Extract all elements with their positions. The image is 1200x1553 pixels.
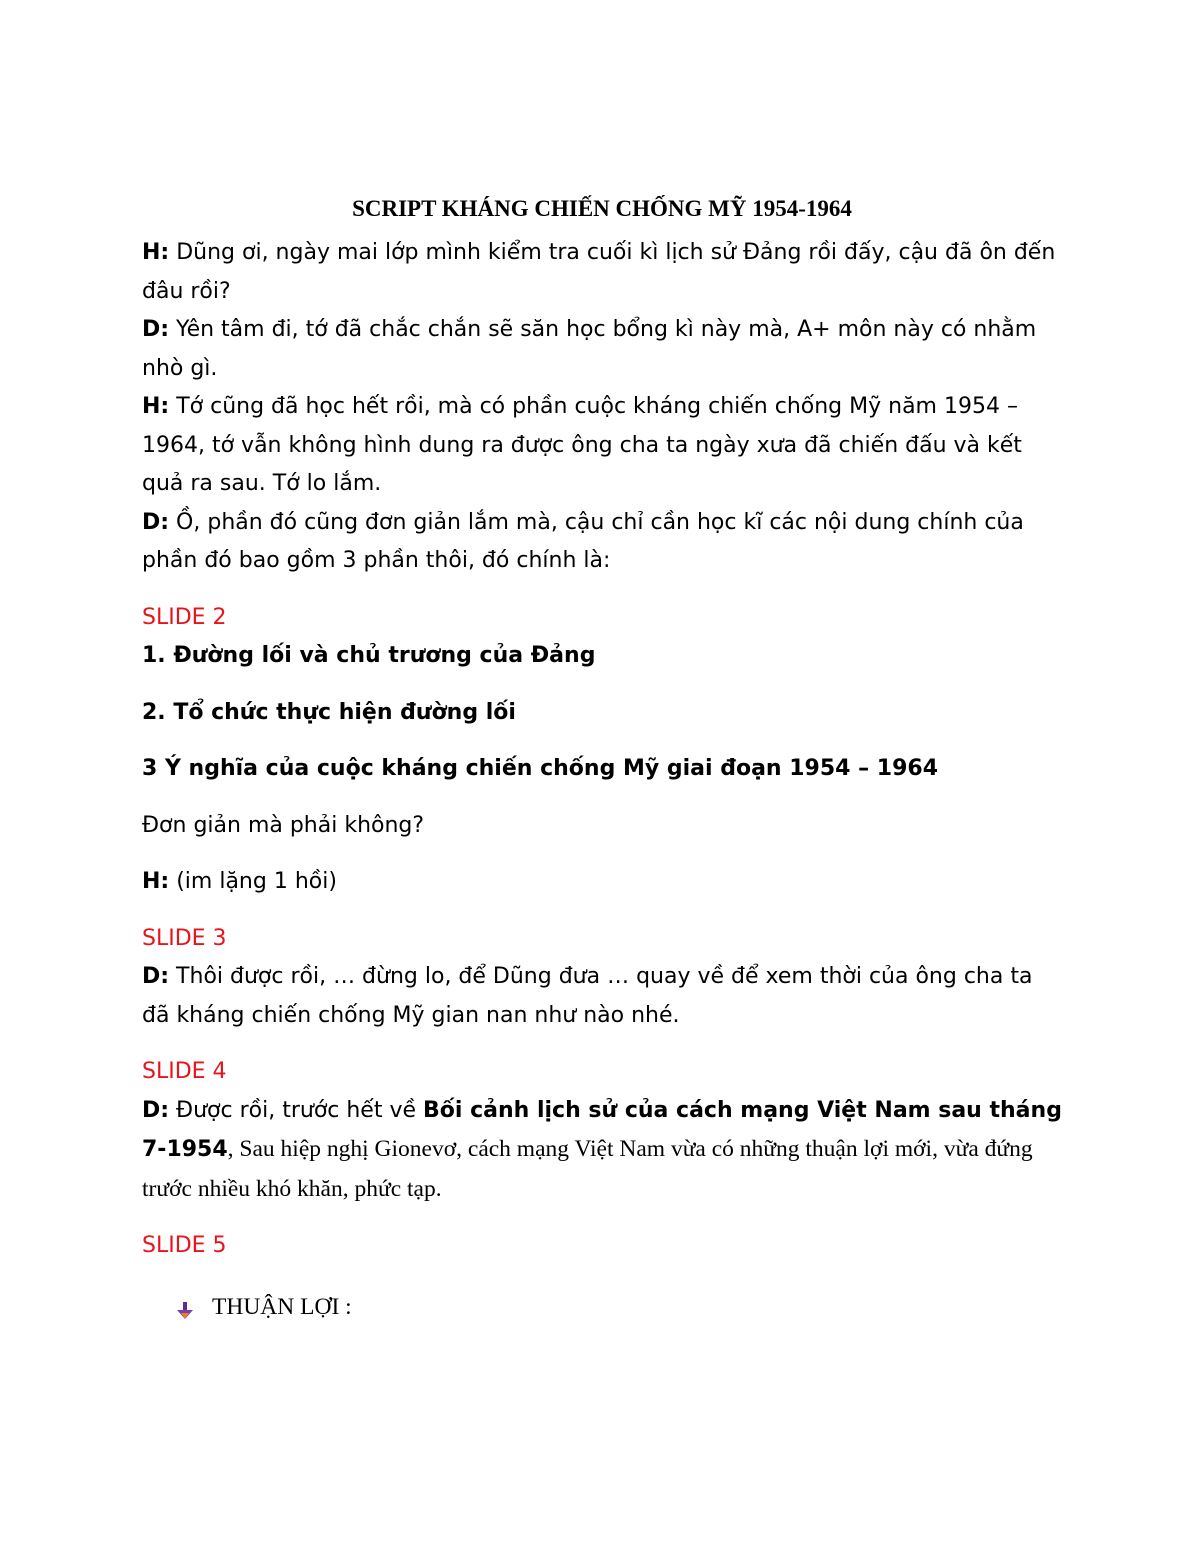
context-heading: Bối cảnh lịch sử của cách mạng Việt Nam sau tháng 7-1954: [142, 1097, 1062, 1162]
speaker-label: D:: [142, 964, 170, 989]
dialogue-text: Dũng ơi, ngày mai lớp mình kiểm tra cuối kì lịch sử Đảng rồi đấy, cậu đã ôn đến đâu rồi?: [142, 240, 1056, 304]
dialogue-text: Yên tâm đi, tớ đã chắc chắn sẽ săn học bổng kì này mà, A+ môn này có nhằm nhò gì.: [142, 317, 1037, 381]
dialogue-d-4: [142, 1092, 1062, 1210]
dialogue-d-2: [142, 504, 1062, 581]
speaker-label: D:: [142, 509, 170, 535]
dialogue-text: Ồ, phần đó cũng đơn giản lắm mà, cậu chỉ cần học kĩ các nội dung chính của phần đó bao gồm 3 phần thôi, đó chính là:: [142, 509, 1024, 573]
slide-3-label: SLIDE 3: [142, 925, 227, 951]
slide-4-label: SLIDE 4: [142, 1059, 227, 1084]
speaker-label: H:: [142, 240, 170, 265]
dialogue-text: Tớ cũng đã học hết rồi, mà có phần cuộc kháng chiến chống Mỹ năm 1954 – 1964, tớ vẫn không hình dung ra được ông cha ta ngày xưa đã chiến đấu và kết quả ra sau. Tớ lo lắm.: [142, 394, 1022, 496]
dialogue-h-3: [142, 863, 1062, 902]
slide-5-label: SLIDE 5: [142, 1233, 227, 1258]
simple-question: Đơn giản mà phải không?: [142, 812, 425, 838]
slide-2-label: SLIDE 2: [142, 604, 227, 630]
dialogue-text: Thôi được rồi, … đừng lo, để Dũng đưa … quay về để xem thời của ông cha ta đã kháng chiến chống Mỹ gian nan như nào nhé.: [142, 964, 1033, 1028]
document-title: SCRIPT KHÁNG CHIẾN CHỐNG MỸ 1954-1964: [352, 196, 852, 221]
dialogue-text: Được rồi, trước hết về: [169, 1097, 424, 1123]
dialogue-h-1: [142, 234, 1062, 311]
bullet-label: THUẬN LỢI :: [212, 1293, 352, 1320]
speaker-label: D:: [142, 1097, 170, 1123]
dialogue-d-1: [142, 311, 1062, 388]
bullet-item-advantages: [142, 1288, 1062, 1327]
dialogue-text: , Sau hiệp nghị Gionevơ, cách mạng Việt Nam vừa có những thuận lợi mới, vừa đứng trước nhiều khó khăn, phức tạp.: [142, 1136, 1033, 1202]
document-page: [142, 190, 1062, 1326]
speaker-label: H:: [142, 869, 170, 894]
dialogue-text: (im lặng 1 hồi): [169, 869, 337, 894]
speaker-label: D:: [142, 317, 170, 342]
outline-item-3: 3 Ý nghĩa của cuộc kháng chiến chống Mỹ giai đoạn 1954 – 1964: [142, 756, 939, 781]
outline-item-1: 1. Đường lối và chủ trương của Đảng: [142, 643, 596, 668]
speaker-label: H:: [142, 394, 170, 419]
dialogue-h-2: [142, 388, 1062, 504]
arrow-down-bullet-icon: [174, 1296, 196, 1318]
outline-item-2: 2. Tổ chức thực hiện đường lối: [142, 699, 516, 725]
dialogue-d-3: [142, 958, 1062, 1035]
